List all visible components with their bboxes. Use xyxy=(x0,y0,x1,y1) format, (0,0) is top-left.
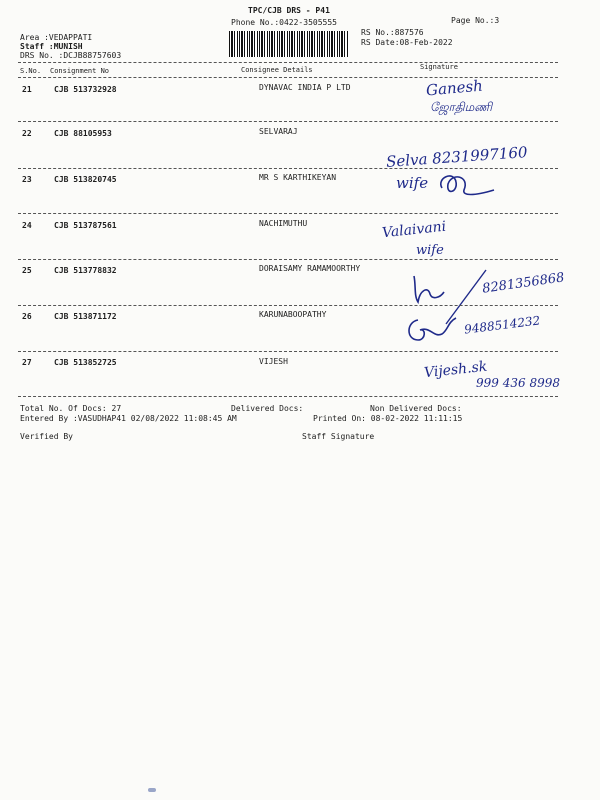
header-divider xyxy=(18,62,558,63)
row-sno: 22 xyxy=(22,129,32,138)
signature-text: 8281356868 xyxy=(481,270,566,297)
row-sno: 21 xyxy=(22,85,32,94)
table-bottom-divider xyxy=(18,396,558,397)
drs-number: DRS No. :DCJB88757603 xyxy=(20,51,122,60)
signature-text: Valaivani xyxy=(381,218,447,242)
col-consignee: Consignee Details xyxy=(241,66,313,74)
row-consignee: NACHIMUTHU xyxy=(259,219,308,228)
row-sno: 26 xyxy=(22,312,32,321)
row-consignment: CJB 513820745 xyxy=(54,175,117,184)
signature-text: wife xyxy=(396,174,429,192)
row-consignment: CJB 513732928 xyxy=(54,85,117,94)
row-consignment: CJB 513778832 xyxy=(54,266,117,275)
row-divider xyxy=(18,351,558,352)
row-consignment: CJB 513787561 xyxy=(54,221,117,230)
row-divider xyxy=(18,305,558,306)
row-sno: 25 xyxy=(22,266,32,275)
row-consignee: SELVARAJ xyxy=(259,127,298,136)
row-consignee: DORAISAMY RAMAMOORTHY xyxy=(259,264,361,273)
col-sno: S.No. xyxy=(20,67,42,75)
signature-text: Vijesh.sk xyxy=(423,358,488,382)
col-signature: Signature xyxy=(420,63,458,71)
row-consignee: DYNAVAC INDIA P LTD xyxy=(259,83,351,92)
row-sno: 24 xyxy=(22,221,32,230)
verified-by: Verified By xyxy=(20,432,73,441)
signature-scribble xyxy=(404,312,464,346)
staff-label: Staff :MUNISH xyxy=(20,42,83,51)
row-consignee: MR S KARTHIKEYAN xyxy=(259,173,337,182)
row-divider xyxy=(18,259,558,260)
delivered-docs: Delivered Docs: xyxy=(231,404,304,413)
row-consignee: VIJESH xyxy=(259,357,288,366)
rs-date: RS Date:08-Feb-2022 xyxy=(361,38,453,47)
non-delivered-docs: Non Delivered Docs: xyxy=(370,404,462,413)
signature-text: 9488514232 xyxy=(463,313,541,337)
page-number: Page No.:3 xyxy=(451,16,500,25)
signature-text: Selva 8231997160 xyxy=(385,143,529,171)
phone-number: Phone No.:0422-3505555 xyxy=(231,18,337,27)
total-docs: Total No. Of Docs: 27 xyxy=(20,404,122,413)
row-divider xyxy=(18,213,558,214)
signature-text: Ganesh xyxy=(425,76,484,100)
rs-number: RS No.:887576 xyxy=(361,28,424,37)
row-consignment: CJB 513852725 xyxy=(54,358,117,367)
signature-text: 999 436 8998 xyxy=(476,376,560,390)
entered-by: Entered By :VASUDHAP41 02/08/2022 11:08:45 AM xyxy=(20,414,237,423)
staff-signature: Staff Signature xyxy=(302,432,375,441)
row-sno: 23 xyxy=(22,175,32,184)
row-divider xyxy=(18,121,558,122)
signature-text: ஜோதிமணி xyxy=(430,100,493,114)
document-title: TPC/CJB DRS - P41 xyxy=(248,6,330,15)
row-sno: 27 xyxy=(22,358,32,367)
row-consignee: KARUNABOOPATHY xyxy=(259,310,327,319)
row-consignment: CJB 88105953 xyxy=(54,129,112,138)
printed-on: Printed On: 08-02-2022 11:11:15 xyxy=(313,414,463,423)
signature-text: wife xyxy=(416,243,444,258)
signature-scribble xyxy=(434,166,514,204)
scan-speck xyxy=(148,788,156,792)
col-consignment: Consignment No xyxy=(50,67,110,75)
row-consignment: CJB 513871172 xyxy=(54,312,117,321)
area-label: Area :VEDAPPATI xyxy=(20,33,93,42)
barcode xyxy=(229,31,349,57)
